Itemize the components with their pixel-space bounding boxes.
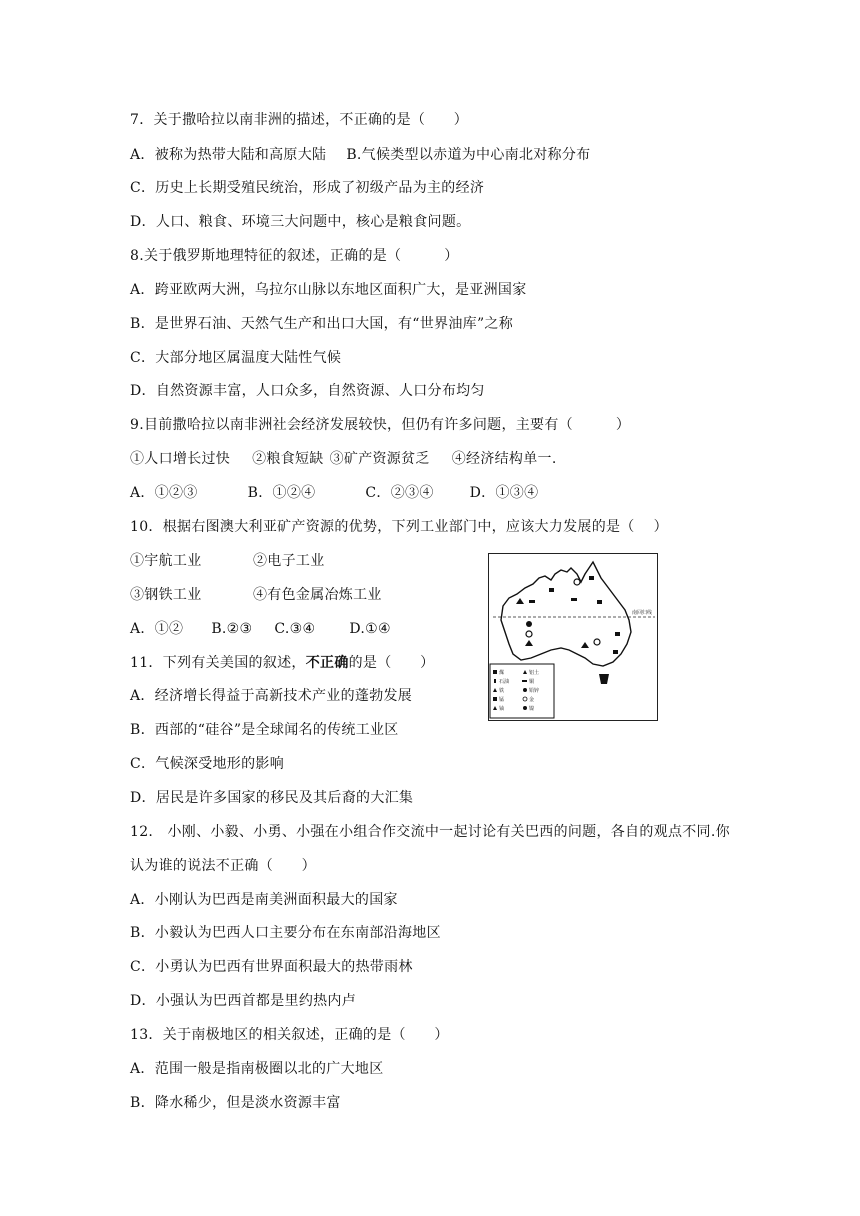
q8-stem: 8.关于俄罗斯地理特征的叙述，正确的是（ ）	[130, 248, 459, 264]
q7-option-b: B.气候类型以赤道为中心南北对称分布	[346, 147, 591, 163]
lead-zinc-symbol	[571, 598, 577, 601]
q11-stem-prefix: 11．下列有关美国的叙述，	[130, 655, 306, 671]
q10-option-b: B.②③	[211, 621, 253, 637]
gold-symbol	[526, 631, 532, 637]
gold-symbol	[574, 579, 580, 585]
q7-options-ab	[130, 145, 590, 165]
q12-option-d: D．小强认为巴西首都是里约热内卢	[130, 993, 357, 1009]
q11-stem	[130, 653, 434, 673]
coal-symbol	[613, 650, 618, 654]
q7-option-a: A．被称为热带大陆和高原大陆	[130, 147, 327, 163]
q8-option-c: C．大部分地区属温度大陆性气候	[130, 350, 342, 366]
q13-option-a: A．范围一般是指南极圈以北的广大地区	[130, 1061, 384, 1077]
q11-option-d: D．居民是许多国家的移民及其后裔的大汇集	[130, 790, 414, 806]
q11-option-a: A．经济增长得益于高新技术产业的蓬勃发展	[130, 688, 413, 704]
q11-option-c: C．气候深受地形的影响	[130, 756, 285, 772]
legend-lead-zinc: 铅锌	[529, 688, 540, 694]
tasmania-shape	[599, 674, 609, 684]
q12-option-a: A．小刚认为巴西是南美洲面积最大的国家	[130, 892, 398, 908]
q10-option-a: A．①②	[130, 621, 184, 637]
q9-option-b: B．①②④	[247, 485, 316, 501]
q10-option-c: C.③④	[274, 621, 316, 637]
q13-option-b: B．降水稀少，但是淡水资源丰富	[130, 1095, 341, 1111]
coal-symbol	[589, 576, 594, 580]
legend-oil: 石油	[499, 679, 510, 685]
q12-option-b: B．小毅认为巴西人口主要分布在东南部沿海地区	[130, 925, 441, 941]
q12-stem-line2: 认为谁的说法不正确（ ）	[130, 858, 316, 874]
australia-outline	[501, 562, 631, 666]
q9-item-4: ④经济结构单一.	[451, 451, 557, 467]
coal-symbol	[549, 588, 554, 592]
legend-uranium: 铀	[499, 706, 505, 712]
q9-option-a: A．①②③	[130, 485, 198, 501]
q13-stem: 13．关于南极地区的相关叙述，正确的是（ ）	[130, 1027, 449, 1043]
q7-option-c: C．历史上长期受殖民统治，形成了初级产品为主的经济	[130, 180, 485, 196]
australia-mineral-map	[488, 553, 658, 721]
q7-option-d: D．人口、粮食、环境三大问题中，核心是粮食问题。	[130, 214, 471, 230]
q9-stem: 9.目前撒哈拉以南非洲社会经济发展较快，但仍有许多问题，主要有（ ）	[130, 417, 631, 433]
q7-stem: 7．关于撒哈拉以南非洲的描述，不正确的是（ ）	[130, 112, 469, 128]
q11-stem-bold: 不正确	[305, 655, 349, 671]
q11-option-b: B．西部的“硅谷”是全球闻名的传统工业区	[130, 722, 399, 738]
australia-map-svg	[489, 554, 657, 720]
q12-option-c: C．小勇认为巴西有世界面积最大的热带雨林	[130, 959, 413, 975]
q10-option-d: D.①④	[349, 621, 391, 637]
q10-items-row2	[130, 585, 382, 605]
q8-option-a: A．跨亚欧两大洲，乌拉尔山脉以东地区面积广大，是亚洲国家	[130, 282, 527, 298]
legend-coal: 煤	[499, 670, 505, 676]
q10-item-1: ①宇航工业	[130, 553, 202, 569]
q10-items-row1	[130, 551, 325, 571]
legend-nickel: 镍	[529, 706, 535, 712]
iron-symbol	[526, 621, 532, 627]
coal-symbol	[615, 632, 620, 636]
legend-copper: 铜	[529, 679, 535, 685]
q9-option-c: C．②③④	[365, 485, 434, 501]
q9-items	[130, 449, 557, 469]
q8-option-d: D．自然资源丰富，人口众多，自然资源、人口分布均匀	[130, 383, 485, 399]
q9-option-d: D．①③④	[469, 485, 539, 501]
coal-symbol	[597, 600, 602, 604]
q9-item-2: ②粮食短缺	[252, 451, 324, 467]
bauxite-symbol	[516, 598, 524, 604]
q10-item-3: ③钢铁工业	[130, 587, 202, 603]
q9-item-1: ①人口增长过快	[130, 451, 231, 467]
legend-bauxite: 铝土	[529, 670, 540, 676]
q12-stem-line1: 12. 小刚、小毅、小勇、小强在小组合作交流中一起讨论有关巴西的问题，各自的观点不同.你	[130, 824, 730, 840]
q10-item-2: ②电子工业	[253, 553, 325, 569]
q11-stem-suffix: 的是（ ）	[348, 655, 435, 671]
q10-item-4: ④有色金属冶炼工业	[253, 587, 382, 603]
q9-options	[130, 483, 538, 503]
tropic-label: 南回归线	[632, 610, 653, 616]
bauxite-symbol	[581, 642, 589, 648]
bauxite-symbol	[525, 640, 533, 646]
lead-zinc-symbol	[529, 600, 535, 603]
legend-gold: 金	[529, 697, 535, 703]
q9-item-3: ③矿产资源贫乏	[329, 451, 430, 467]
q10-options	[130, 619, 391, 639]
q10-stem: 10．根据右图澳大利亚矿产资源的优势，下列工业部门中，应该大力发展的是（ ）	[130, 519, 668, 535]
legend-iron: 铁	[499, 688, 505, 694]
legend-manganese: 锰	[499, 697, 505, 703]
q8-option-b: B．是世界石油、天然气生产和出口大国，有“世界油库”之称	[130, 316, 514, 332]
uranium-symbol	[594, 639, 600, 645]
